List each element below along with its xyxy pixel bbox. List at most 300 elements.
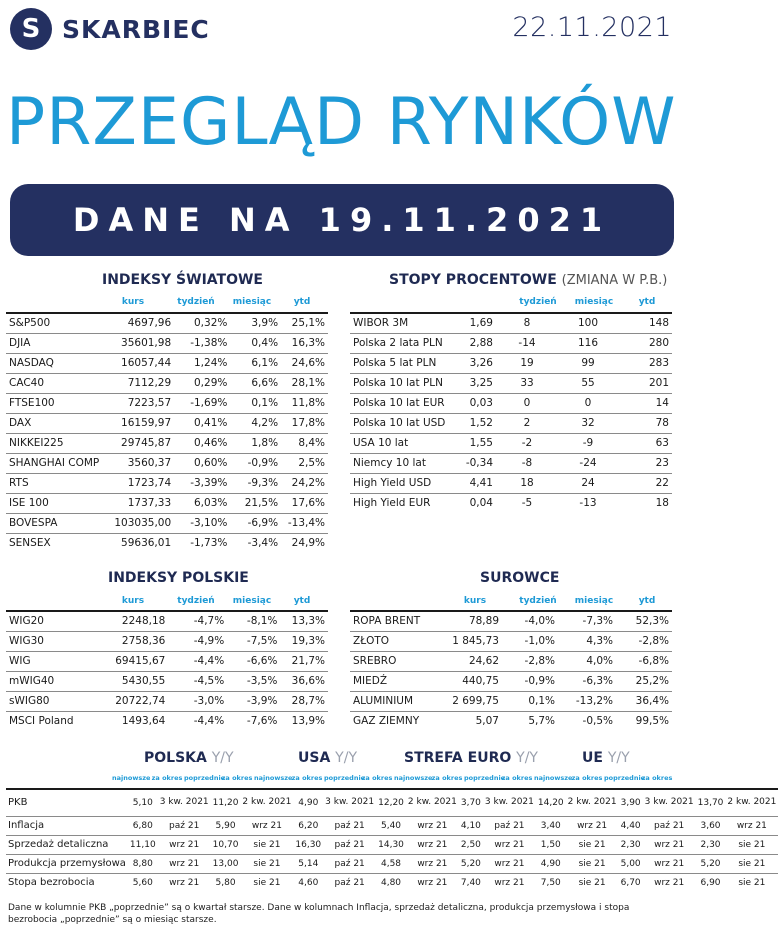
region-title-polska <box>144 750 234 766</box>
cell-value: 0,04 <box>469 497 493 510</box>
cell-value: 3,40 <box>536 816 566 835</box>
table-row <box>350 493 672 513</box>
cell-value: -3,39% <box>174 473 230 493</box>
data-date-banner <box>10 184 674 256</box>
macro-col-header: za okres <box>571 774 603 782</box>
cell-value: 36,4% <box>616 691 672 711</box>
cell-value: 33 <box>496 373 558 393</box>
cell-value: -3,10% <box>174 513 230 533</box>
cell-value: paź 21 <box>643 816 696 835</box>
cell-value: 2,30 <box>619 835 643 854</box>
region-title-ue <box>582 750 630 766</box>
row-label: High Yield EUR <box>353 497 431 510</box>
banner-text: DANE NA 19.11.2021 <box>72 201 612 239</box>
table-row <box>6 533 328 553</box>
cell-value: 3560,37 <box>111 453 174 473</box>
cell-value: 3 kw. 2021 <box>643 789 696 816</box>
row-label: DJIA <box>6 333 111 353</box>
cell-value: 1,24% <box>174 353 230 373</box>
table-row <box>350 671 672 691</box>
col-header-miesiac: miesiąc <box>574 297 614 307</box>
cell-value: 4,10 <box>459 816 483 835</box>
table-row <box>6 711 328 731</box>
cell-value: 8 <box>496 313 558 333</box>
cell-value: wrz 21 <box>169 877 200 888</box>
yy-label: Y/Y <box>607 750 630 766</box>
cell-value: -9,3% <box>230 473 281 493</box>
macro-col-header: za okres <box>361 774 393 782</box>
cell-value: 1723,74 <box>111 473 174 493</box>
cell-value: 5,40 <box>376 816 406 835</box>
row-label: Polska 10 lat EUR <box>350 393 456 413</box>
cell-value: 7,50 <box>540 877 561 888</box>
region-title-euro <box>404 750 538 766</box>
cell-value: 52,3% <box>616 611 672 631</box>
cell-value: 24,2% <box>281 473 328 493</box>
row-label: CAC40 <box>6 373 111 393</box>
cell-value: 2 <box>496 413 558 433</box>
col-header-ytd: ytd <box>638 596 656 606</box>
cell-value: -1,38% <box>174 333 230 353</box>
row-label: Produkcja przemysłowa <box>6 854 128 873</box>
cell-value: -2,8% <box>502 651 558 671</box>
table-row <box>350 353 672 373</box>
cell-value: -2 <box>496 433 558 453</box>
row-label: mWIG40 <box>6 671 112 691</box>
cell-value: 6,1% <box>230 353 281 373</box>
table-row <box>6 671 328 691</box>
row-label: Polska 10 lat USD <box>350 413 456 433</box>
cell-value: 2758,36 <box>112 631 168 651</box>
cell-value: 21,5% <box>230 493 281 513</box>
cell-value: 25,1% <box>281 313 328 333</box>
table-row <box>6 611 328 631</box>
macro-col-header: poprzednie <box>464 774 506 782</box>
cell-value: 5,14 <box>293 854 323 873</box>
row-label: High Yield USD <box>350 473 456 493</box>
cell-value: 0,4% <box>230 333 281 353</box>
cell-value: 11,20 <box>211 789 241 816</box>
cell-value: wrz 21 <box>494 877 525 888</box>
cell-value: 1,55 <box>456 433 496 453</box>
table-row <box>350 373 672 393</box>
cell-value: -0,9% <box>230 453 281 473</box>
cell-value: 3 kw. 2021 <box>158 789 211 816</box>
macro-col-header: za okres <box>151 774 183 782</box>
row-label: GAZ ZIEMNY <box>353 715 420 728</box>
row-label: Sprzedaż detaliczna <box>6 835 128 854</box>
cell-value: 2248,18 <box>112 611 168 631</box>
cell-value: -0,34 <box>456 453 496 473</box>
cell-value: 0,1% <box>230 393 281 413</box>
cell-value: 17,6% <box>281 493 328 513</box>
cell-value: -7,5% <box>227 631 280 651</box>
cell-value: 32 <box>558 413 618 433</box>
cell-value: -3,5% <box>227 671 280 691</box>
cell-value: -0,9% <box>502 671 558 691</box>
cell-value: 36,6% <box>280 671 328 691</box>
cell-value: 2 kw. 2021 <box>406 789 459 816</box>
row-label: FTSE100 <box>6 393 111 413</box>
cell-value: -0,5% <box>582 715 613 728</box>
cell-value: 14 <box>618 393 672 413</box>
cell-value: 3,9% <box>230 313 281 333</box>
cell-value: 5,80 <box>215 877 236 888</box>
cell-value: 5,10 <box>128 789 158 816</box>
table-row <box>350 611 672 631</box>
cell-value: paź 21 <box>334 877 365 888</box>
row-label: USA 10 lat <box>350 433 456 453</box>
region-name: USA <box>298 750 331 766</box>
table-row <box>6 513 328 533</box>
cell-value: -4,4% <box>168 651 227 671</box>
macro-col-header: za okres <box>221 774 253 782</box>
row-label: Stopa bezrobocia <box>8 877 95 889</box>
col-header-kurs: kurs <box>121 596 145 606</box>
macro-col-header: najnowsze <box>254 774 293 782</box>
cell-value: 59636,01 <box>121 537 172 550</box>
cell-value: -7,3% <box>558 611 616 631</box>
section-title-interest-rates <box>389 272 667 288</box>
macro-col-header: za okres <box>431 774 463 782</box>
rates-title: STOPY PROCENTOWE <box>389 272 557 288</box>
cell-value: 18 <box>655 497 669 510</box>
table-row <box>350 333 672 353</box>
commodities-table <box>350 610 672 731</box>
section-title-polish-indices: INDEKSY POLSKIE <box>108 570 249 586</box>
cell-value: paź 21 <box>158 816 211 835</box>
cell-value: 14,30 <box>376 835 406 854</box>
cell-value: 7,40 <box>460 877 481 888</box>
cell-value: 16159,97 <box>111 413 174 433</box>
cell-value: wrz 21 <box>566 816 619 835</box>
cell-value: wrz 21 <box>643 835 696 854</box>
cell-value: 0,03 <box>456 393 496 413</box>
cell-value: 6,90 <box>700 877 721 888</box>
cell-value: 19,3% <box>280 631 328 651</box>
table-row <box>6 691 328 711</box>
cell-value: 2 kw. 2021 <box>725 789 778 816</box>
yy-label: Y/Y <box>211 750 234 766</box>
cell-value: -2,8% <box>616 631 672 651</box>
macro-table <box>6 788 778 892</box>
cell-value: -8,1% <box>227 611 280 631</box>
cell-value: 5,20 <box>459 854 483 873</box>
table-row <box>350 393 672 413</box>
brand-name: SKARBIEC <box>62 14 210 44</box>
cell-value: 24,9% <box>291 537 325 550</box>
cell-value: 3,25 <box>456 373 496 393</box>
row-label: SREBRO <box>350 651 440 671</box>
cell-value: 16,30 <box>293 835 323 854</box>
yy-label: Y/Y <box>516 750 538 766</box>
cell-value: 11,8% <box>281 393 328 413</box>
cell-value: wrz 21 <box>654 877 685 888</box>
cell-value: wrz 21 <box>725 816 778 835</box>
cell-value: 0,46% <box>174 433 230 453</box>
cell-value: 103035,00 <box>111 513 174 533</box>
table-row <box>6 373 328 393</box>
world-indices-table <box>6 312 328 553</box>
cell-value: 13,00 <box>211 854 241 873</box>
footnote: Dane w kolumnie PKB „poprzednie” są o kwartał starsze. Dane w kolumnach Inflacja, sprzedaż detaliczna, produkcja przemysłowa i stopa bezrobocia „poprzednie” są o miesiąc starsze. <box>8 903 630 926</box>
row-label: sWIG80 <box>6 691 112 711</box>
cell-value: 2,5% <box>281 453 328 473</box>
row-label: S&P500 <box>6 313 111 333</box>
cell-value: -4,7% <box>168 611 227 631</box>
cell-value: 116 <box>558 333 618 353</box>
cell-value: 22 <box>618 473 672 493</box>
row-label: RTS <box>6 473 111 493</box>
cell-value: 201 <box>618 373 672 393</box>
cell-value: -4,4% <box>193 715 225 728</box>
table-row <box>350 433 672 453</box>
cell-value: 63 <box>618 433 672 453</box>
cell-value: wrz 21 <box>406 854 459 873</box>
cell-value: 25,2% <box>616 671 672 691</box>
cell-value: 16057,44 <box>111 353 174 373</box>
cell-value: 4,90 <box>536 854 566 873</box>
cell-value: 4,58 <box>376 854 406 873</box>
cell-value: -6,8% <box>616 651 672 671</box>
table-row <box>350 313 672 333</box>
polish-indices-table <box>6 610 328 731</box>
col-header-ytd: ytd <box>638 297 656 307</box>
cell-value: 2 699,75 <box>440 691 502 711</box>
cell-value: sie 21 <box>578 877 606 888</box>
table-row <box>6 333 328 353</box>
cell-value: 6,03% <box>174 493 230 513</box>
cell-value: 13,3% <box>280 611 328 631</box>
cell-value: 4,2% <box>230 413 281 433</box>
cell-value: 7223,57 <box>111 393 174 413</box>
cell-value: -5 <box>521 497 533 510</box>
macro-col-header: za okres <box>291 774 323 782</box>
table-row <box>6 854 778 873</box>
cell-value: 1737,33 <box>111 493 174 513</box>
cell-value: 24,6% <box>281 353 328 373</box>
macro-col-header: poprzednie <box>324 774 366 782</box>
cell-value: 3 kw. 2021 <box>483 789 536 816</box>
table-row <box>6 393 328 413</box>
table-row <box>6 413 328 433</box>
cell-value: 2 kw. 2021 <box>240 789 293 816</box>
cell-value: sie 21 <box>566 854 619 873</box>
cell-value: wrz 21 <box>158 854 211 873</box>
table-row <box>350 651 672 671</box>
cell-value: 0,41% <box>174 413 230 433</box>
cell-value: 283 <box>618 353 672 373</box>
cell-value: 0 <box>496 393 558 413</box>
cell-value: sie 21 <box>253 877 281 888</box>
cell-value: 0 <box>558 393 618 413</box>
macro-col-header: najnowsze <box>112 774 151 782</box>
cell-value: 100 <box>558 313 618 333</box>
cell-value: -24 <box>558 453 618 473</box>
cell-value: 8,4% <box>281 433 328 453</box>
cell-value: -13,2% <box>558 691 616 711</box>
brand-logo <box>10 8 210 50</box>
region-title-usa <box>298 750 357 766</box>
cell-value: 13,9% <box>291 715 325 728</box>
table-row <box>6 473 328 493</box>
row-label: NASDAQ <box>6 353 111 373</box>
cell-value: 0,29% <box>174 373 230 393</box>
col-header-kurs: kurs <box>121 297 145 307</box>
row-label: ZŁOTO <box>350 631 440 651</box>
table-row <box>6 835 778 854</box>
cell-value: 8,80 <box>128 854 158 873</box>
cell-value: 3,60 <box>696 816 726 835</box>
cell-value: 28,7% <box>280 691 328 711</box>
row-label: PKB <box>6 789 128 816</box>
cell-value: 11,10 <box>128 835 158 854</box>
cell-value: 21,7% <box>280 651 328 671</box>
row-label: Polska 2 lata PLN <box>350 333 456 353</box>
cell-value: 1,8% <box>230 433 281 453</box>
table-row <box>6 433 328 453</box>
cell-value: 4,80 <box>380 877 402 888</box>
macro-col-header: najnowsze <box>394 774 433 782</box>
report-date: 22.11.2021 <box>512 12 672 43</box>
cell-value: paź 21 <box>323 816 376 835</box>
row-label: Inflacja <box>6 816 128 835</box>
cell-value: wrz 21 <box>483 854 536 873</box>
cell-value: 78 <box>618 413 672 433</box>
cell-value: -13,4% <box>281 513 328 533</box>
cell-value: 28,1% <box>281 373 328 393</box>
cell-value: 6,80 <box>128 816 158 835</box>
cell-value: 280 <box>618 333 672 353</box>
cell-value: 78,89 <box>440 611 502 631</box>
section-title-world-indices: INDEKSY ŚWIATOWE <box>102 272 263 288</box>
cell-value: 148 <box>618 313 672 333</box>
col-header-miesiac: miesiąc <box>232 596 272 606</box>
cell-value: 99,5% <box>635 715 669 728</box>
table-row <box>350 631 672 651</box>
row-label: ISE 100 <box>6 493 111 513</box>
cell-value: 7112,29 <box>111 373 174 393</box>
page-title: PRZEGLĄD RYNKÓW <box>6 85 677 160</box>
cell-value: wrz 21 <box>240 816 293 835</box>
cell-value: 1,50 <box>536 835 566 854</box>
cell-value: 2,50 <box>459 835 483 854</box>
table-row <box>6 873 778 892</box>
cell-value: sie 21 <box>725 835 778 854</box>
cell-value: sie 21 <box>566 835 619 854</box>
cell-value: 6,20 <box>293 816 323 835</box>
cell-value: wrz 21 <box>406 816 459 835</box>
cell-value: 1493,64 <box>121 715 166 728</box>
table-row <box>6 313 328 333</box>
cell-value: wrz 21 <box>406 835 459 854</box>
cell-value: 5,00 <box>619 854 643 873</box>
cell-value: 0,1% <box>502 691 558 711</box>
row-label: BOVESPA <box>6 513 111 533</box>
cell-value: -6,3% <box>558 671 616 691</box>
cell-value: 2 kw. 2021 <box>566 789 619 816</box>
rates-subtitle: (ZMIANA W P.B.) <box>561 273 668 288</box>
table-row <box>350 413 672 433</box>
cell-value: -3,9% <box>227 691 280 711</box>
macro-col-header: za okres <box>501 774 533 782</box>
table-row <box>6 651 328 671</box>
cell-value: 1,69 <box>456 313 496 333</box>
logo-mark: S <box>10 8 52 50</box>
row-label: WIG20 <box>6 611 112 631</box>
cell-value: -1,0% <box>502 631 558 651</box>
col-header-miesiac: miesiąc <box>232 297 272 307</box>
row-label: WIBOR 3M <box>350 313 456 333</box>
col-header-tydzien: tydzień <box>177 297 215 307</box>
cell-value: 17,8% <box>281 413 328 433</box>
row-label: Polska 5 lat PLN <box>350 353 456 373</box>
cell-value: 12,20 <box>376 789 406 816</box>
cell-value: -4,9% <box>168 631 227 651</box>
cell-value: 35601,98 <box>111 333 174 353</box>
cell-value: 5,7% <box>528 715 555 728</box>
cell-value: 5,07 <box>475 715 499 728</box>
cell-value: wrz 21 <box>483 835 536 854</box>
cell-value: 0,32% <box>174 313 230 333</box>
row-label: ROPA BRENT <box>350 611 440 631</box>
macro-col-header: poprzednie <box>604 774 646 782</box>
cell-value: 5,60 <box>132 877 153 888</box>
cell-value: 4,60 <box>298 877 319 888</box>
cell-value: 440,75 <box>440 671 502 691</box>
cell-value: 55 <box>558 373 618 393</box>
cell-value: 0,60% <box>174 453 230 473</box>
cell-value: 5430,55 <box>112 671 168 691</box>
cell-value: 20722,74 <box>112 691 168 711</box>
col-header-ytd: ytd <box>293 297 311 307</box>
cell-value: -6,6% <box>227 651 280 671</box>
cell-value: 4,3% <box>558 631 616 651</box>
macro-col-header: poprzednie <box>184 774 226 782</box>
cell-value: wrz 21 <box>643 854 696 873</box>
cell-value: -4,0% <box>502 611 558 631</box>
col-header-tydzien: tydzień <box>519 596 557 606</box>
cell-value: -1,73% <box>190 537 228 550</box>
cell-value: 18 <box>496 473 558 493</box>
cell-value: 4697,96 <box>111 313 174 333</box>
yy-label: Y/Y <box>335 750 357 766</box>
row-label: MIEDŹ <box>350 671 440 691</box>
col-header-ytd: ytd <box>293 596 311 606</box>
macro-col-header: za okres <box>641 774 673 782</box>
cell-value: -14 <box>496 333 558 353</box>
col-header-kurs: kurs <box>463 596 487 606</box>
cell-value: 2,88 <box>456 333 496 353</box>
cell-value: 24,62 <box>440 651 502 671</box>
cell-value: sie 21 <box>738 877 766 888</box>
region-name: POLSKA <box>144 750 207 766</box>
table-row <box>350 691 672 711</box>
cell-value: -7,6% <box>246 715 278 728</box>
macro-col-header: najnowsze <box>534 774 573 782</box>
table-row <box>6 353 328 373</box>
cell-value: 69415,67 <box>112 651 168 671</box>
cell-value: paź 21 <box>323 835 376 854</box>
col-header-miesiac: miesiąc <box>574 596 614 606</box>
cell-value: -3,4% <box>247 537 279 550</box>
cell-value: 3 kw. 2021 <box>323 789 376 816</box>
cell-value: 24 <box>558 473 618 493</box>
cell-value: 29745,87 <box>111 433 174 453</box>
cell-value: 1,52 <box>456 413 496 433</box>
cell-value: 6,70 <box>620 877 641 888</box>
table-row <box>350 453 672 473</box>
